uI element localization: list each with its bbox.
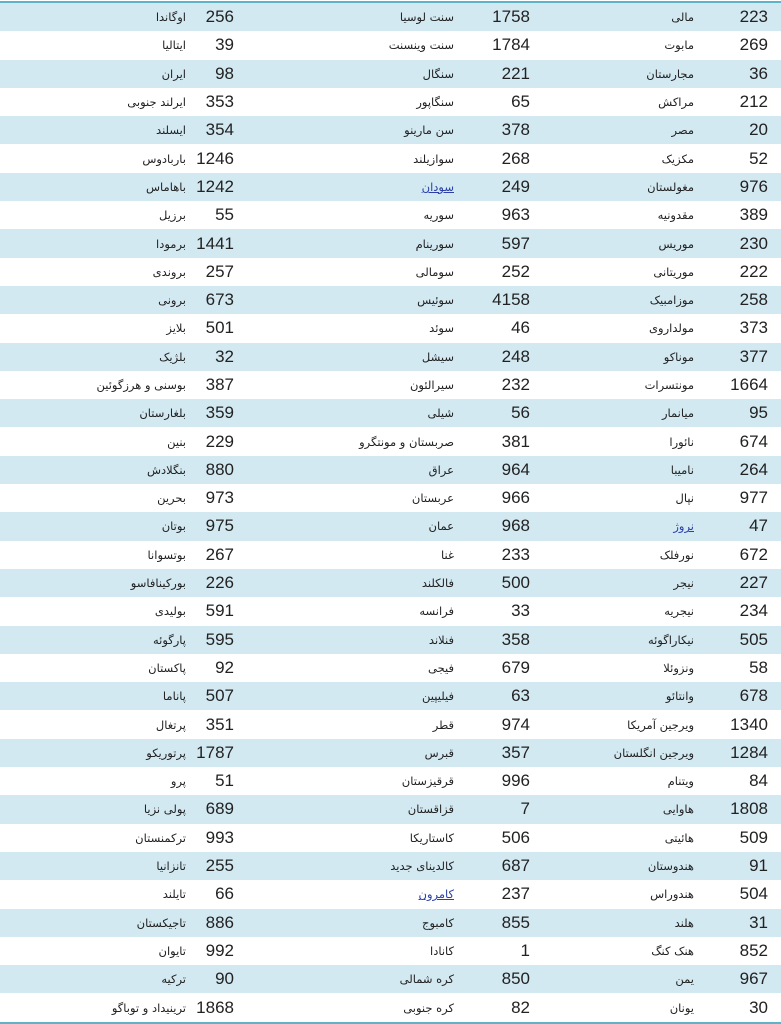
country-code: 91: [749, 856, 768, 876]
country-code: 964: [501, 459, 530, 479]
country-code: 90: [215, 969, 234, 989]
table-row: [0, 654, 781, 682]
country-name: بنین: [167, 434, 186, 449]
country-code: 591: [205, 601, 234, 621]
country-name: پرتغال: [155, 717, 186, 732]
country-code: 82: [511, 997, 530, 1017]
country-name: ویتنام: [667, 774, 694, 789]
country-name: تاجیکستان: [136, 915, 186, 930]
country-code: 7: [520, 799, 530, 819]
country-code: 223: [739, 7, 768, 27]
country-code: 66: [215, 884, 234, 904]
country-code: 855: [501, 912, 530, 932]
country-name: قطر: [432, 717, 454, 732]
country-code: 996: [501, 771, 530, 791]
country-name: سنت وینسنت: [388, 38, 454, 53]
country-name: مالی: [671, 10, 694, 25]
country-name: موریس: [658, 236, 694, 251]
country-code: 1: [520, 940, 530, 960]
table-row: [0, 399, 781, 427]
country-name: کره جنوبی: [403, 1000, 454, 1015]
country-name: بولیدی: [154, 604, 186, 619]
country-name: نیجریه: [664, 604, 694, 619]
country-code: 221: [501, 63, 530, 83]
country-code: 20: [749, 120, 768, 140]
table-row: [0, 626, 781, 654]
country-name: فرانسه: [419, 604, 454, 619]
country-name: بلژیک: [159, 349, 186, 364]
country-code: 1868: [196, 997, 234, 1017]
country-name: سورینام: [415, 236, 454, 251]
country-code: 506: [501, 827, 530, 847]
table-row: [0, 31, 781, 59]
country-name: هندوراس: [650, 887, 694, 902]
country-code: 359: [205, 403, 234, 423]
country-code: 850: [501, 969, 530, 989]
country-name: بوتان: [161, 519, 186, 534]
country-code: 212: [739, 92, 768, 112]
table-row: [0, 258, 781, 286]
country-name: سن مارینو: [404, 123, 454, 138]
country-code: 377: [739, 346, 768, 366]
country-code: 673: [205, 290, 234, 310]
country-name: ترینیداد و توباگو: [111, 1000, 186, 1015]
table-row: [0, 710, 781, 738]
country-name: قرقیزستان: [401, 774, 454, 789]
country-name: ونزوئلا: [663, 660, 694, 675]
country-name: قزاقستان: [407, 802, 454, 817]
country-name: سیرالئون: [409, 378, 454, 392]
country-code: 227: [739, 573, 768, 593]
country-code: 373: [739, 318, 768, 338]
country-name: نیجر: [673, 576, 694, 591]
country-name: وانتائو: [665, 689, 694, 704]
country-name: کامبوج: [422, 915, 454, 930]
country-code: 687: [501, 856, 530, 876]
country-code: 233: [501, 544, 530, 564]
table-row: [0, 371, 781, 399]
country-code: 358: [501, 629, 530, 649]
country-name: موریتانی: [653, 264, 694, 279]
country-name: سوئیس: [417, 293, 454, 308]
country-code: 4158: [492, 290, 530, 310]
country-name: شیلی: [427, 406, 454, 421]
country-name: سنگاپور: [416, 95, 454, 110]
country-code: 501: [205, 318, 234, 338]
country-name: سنت لوسیا: [399, 10, 454, 25]
country-name: هنک کنگ: [651, 943, 694, 958]
country-code: 269: [739, 35, 768, 55]
country-name: مغولستان: [647, 179, 694, 194]
table-row: [0, 682, 781, 710]
country-code: 264: [739, 459, 768, 479]
country-name: صربستان و مونتگرو: [359, 434, 454, 449]
country-name: نورفلک: [659, 547, 694, 562]
table-row: [0, 456, 781, 484]
country-code: 65: [511, 92, 530, 112]
country-code: 968: [501, 516, 530, 536]
country-code: 597: [501, 233, 530, 253]
country-name: بروندی: [152, 264, 186, 279]
country-code: 98: [215, 63, 234, 83]
country-code: 33: [511, 601, 530, 621]
country-code: 92: [215, 657, 234, 677]
country-code: 381: [501, 431, 530, 451]
country-name: سوریه: [423, 208, 454, 223]
country-code: 30: [749, 997, 768, 1017]
country-code: 268: [501, 148, 530, 168]
country-code: 84: [749, 771, 768, 791]
table-row: [0, 541, 781, 569]
country-code: 95: [749, 403, 768, 423]
table-row: [0, 965, 781, 993]
country-name: پرتوریکو: [146, 745, 186, 760]
country-name: سوئد: [429, 321, 454, 336]
country-name: فنلاند: [428, 632, 454, 647]
country-code: 353: [205, 92, 234, 112]
country-code: 229: [205, 431, 234, 451]
country-name: اوگاندا: [155, 10, 186, 25]
country-code: 257: [205, 261, 234, 281]
country-code: 976: [739, 176, 768, 196]
country-code: 387: [205, 375, 234, 394]
country-code: 46: [511, 318, 530, 338]
country-code: 852: [739, 940, 768, 960]
country-code: 973: [205, 488, 234, 508]
country-code: 1242: [196, 176, 234, 196]
country-code: 39: [215, 35, 234, 55]
table-row: [0, 343, 781, 371]
country-name: کانادا: [430, 943, 454, 958]
country-name: بلایز: [166, 321, 186, 336]
table-row: [0, 597, 781, 625]
country-name: عمان: [428, 519, 454, 534]
country-name: عربستان: [411, 491, 454, 506]
country-code: 55: [215, 205, 234, 225]
country-name: سیشل: [421, 349, 454, 364]
country-code: 886: [205, 912, 234, 932]
country-name: بنگلادش: [146, 462, 186, 477]
country-code: 267: [205, 544, 234, 564]
country-code: 378: [501, 120, 530, 140]
country-name: سنگال: [422, 66, 454, 81]
table-row: [0, 795, 781, 823]
table-row: [0, 286, 781, 314]
country-name: نیکاراگوئه: [647, 632, 694, 647]
country-code: 1340: [730, 714, 768, 734]
country-name: بورکینافاسو: [130, 576, 186, 591]
country-name: تایوان: [158, 943, 186, 958]
country-code: 509: [739, 827, 768, 847]
country-name: نپال: [675, 491, 694, 506]
country-code: 967: [739, 969, 768, 989]
country-name: مصر: [671, 123, 694, 138]
country-code: 500: [501, 573, 530, 593]
country-name: نامیبا: [670, 462, 694, 477]
table-row: [0, 569, 781, 597]
country-name: بوسنی و هرزگوئین: [96, 378, 186, 392]
table-row: [0, 880, 781, 908]
country-code: 672: [739, 544, 768, 564]
country-code: 51: [215, 771, 234, 791]
country-name: فالکلند: [421, 576, 454, 591]
country-name: کره شمالی: [399, 972, 454, 987]
country-code: 689: [205, 799, 234, 819]
country-name: فیجی: [428, 660, 454, 675]
table-row: [0, 767, 781, 795]
table-row: [0, 824, 781, 852]
country-code: 507: [205, 686, 234, 706]
country-name: کاستاریکا: [409, 830, 454, 845]
country-link[interactable]: نروژ: [673, 519, 694, 534]
country-code: 963: [501, 205, 530, 225]
country-code: 255: [205, 856, 234, 876]
country-code: 222: [739, 261, 768, 281]
table-row: [0, 229, 781, 257]
country-code: 56: [511, 403, 530, 423]
country-code: 237: [501, 884, 530, 904]
country-name: قبرس: [424, 745, 454, 760]
country-code: 505: [739, 629, 768, 649]
table-row: [0, 993, 781, 1021]
country-name: فیلیپین: [422, 689, 454, 704]
country-name: باربادوس: [142, 151, 186, 166]
table-row: [0, 937, 781, 965]
country-name: عراق: [428, 462, 454, 477]
country-code: 1758: [492, 7, 530, 27]
country-code-table: [0, 1, 781, 1024]
country-name: ایتالیا: [162, 38, 186, 53]
country-name: هائیتی: [664, 830, 694, 845]
country-code: 354: [205, 120, 234, 140]
table-row: [0, 116, 781, 144]
country-name: برونی: [158, 293, 186, 308]
country-name: مونتسرات: [644, 378, 694, 392]
country-code: 357: [501, 742, 530, 762]
country-code: 52: [749, 148, 768, 168]
table-row: [0, 852, 781, 880]
country-name: کالدینای جدید: [390, 859, 454, 874]
table-row: [0, 88, 781, 116]
country-code: 31: [749, 912, 768, 932]
country-name: ترکمنستان: [135, 830, 186, 845]
country-name: سوازیلند: [413, 151, 454, 166]
country-name: بحرین: [157, 491, 186, 506]
country-code: 1808: [730, 799, 768, 819]
country-name: غنا: [441, 547, 454, 562]
country-name: هندوستان: [647, 859, 694, 874]
country-name: پولی نزیا: [143, 802, 186, 817]
table-row: [0, 739, 781, 767]
country-code: 1784: [492, 35, 530, 55]
country-name: برمودا: [156, 236, 186, 251]
country-code: 226: [205, 573, 234, 593]
table-row: [0, 3, 781, 31]
country-code: 992: [205, 940, 234, 960]
country-name: مولداروی: [649, 321, 694, 336]
table-row: [0, 314, 781, 342]
country-code: 63: [511, 686, 530, 706]
table-row: [0, 173, 781, 201]
country-link[interactable]: کامرون: [418, 887, 454, 902]
country-code: 256: [205, 7, 234, 27]
country-code: 248: [501, 346, 530, 366]
country-name: یمن: [675, 972, 694, 987]
table-row: [0, 484, 781, 512]
table-row: [0, 909, 781, 937]
country-code: 258: [739, 290, 768, 310]
country-code: 234: [739, 601, 768, 621]
country-code: 674: [739, 431, 768, 451]
country-code: 880: [205, 459, 234, 479]
country-name: بوتسوانا: [147, 547, 186, 562]
country-name: مکزیک: [661, 151, 694, 166]
country-code: 1246: [196, 148, 234, 168]
country-code: 504: [739, 884, 768, 904]
country-name: مابوت: [664, 38, 694, 53]
country-name: موزامبیک: [649, 293, 694, 308]
country-name: پاناما: [162, 689, 186, 704]
country-code: 993: [205, 827, 234, 847]
country-name: ویرجین انگلستان: [613, 745, 694, 760]
country-code: 252: [501, 261, 530, 281]
country-name: بلغارستان: [139, 406, 186, 421]
country-code: 1284: [730, 742, 768, 762]
country-name: هاوایی: [662, 802, 694, 817]
country-name: پاکستان: [148, 660, 186, 675]
country-code: 36: [749, 63, 768, 83]
table-row: [0, 427, 781, 455]
table-row: [0, 512, 781, 540]
country-code: 974: [501, 714, 530, 734]
country-name: تانزانیا: [156, 859, 186, 874]
country-name: مجارستان: [646, 66, 694, 81]
country-name: پرو: [170, 774, 186, 789]
country-code: 58: [749, 657, 768, 677]
country-name: ترکیه: [161, 972, 186, 987]
country-name: نائورا: [669, 434, 694, 449]
country-name: موناکو: [663, 349, 694, 364]
table-row: [0, 201, 781, 229]
country-code: 966: [501, 488, 530, 508]
country-code: 32: [215, 346, 234, 366]
country-name: ایسلند: [156, 123, 186, 138]
country-name: سومالی: [415, 264, 454, 279]
country-name: یونان: [669, 1000, 694, 1015]
country-code: 47: [749, 516, 768, 536]
country-code: 389: [739, 205, 768, 225]
country-name: مقدونیه: [657, 208, 694, 223]
country-name: مراکش: [658, 95, 694, 110]
country-code: 351: [205, 714, 234, 734]
table-row: [0, 144, 781, 172]
country-code: 230: [739, 233, 768, 253]
country-code: 232: [501, 375, 530, 394]
country-name: ایرلند جنوبی: [127, 95, 186, 110]
country-name: پارگوئه: [152, 632, 186, 647]
country-code: 678: [739, 686, 768, 706]
country-name: برزیل: [158, 208, 186, 223]
country-name: ایران: [161, 66, 186, 81]
country-code: 595: [205, 629, 234, 649]
table-row: [0, 60, 781, 88]
country-code: 679: [501, 657, 530, 677]
country-name: هلند: [674, 915, 694, 930]
country-code: 975: [205, 516, 234, 536]
country-link[interactable]: سودان: [421, 179, 454, 194]
country-code: 977: [739, 488, 768, 508]
country-code: 1787: [196, 742, 234, 762]
country-name: باهاماس: [146, 179, 186, 194]
country-code: 249: [501, 176, 530, 196]
country-code: 1441: [196, 233, 234, 253]
country-name: تایلند: [162, 887, 186, 902]
country-name: ویرجین آمریکا: [627, 717, 694, 732]
country-code: 1664: [730, 375, 768, 394]
country-name: میانمار: [661, 406, 694, 421]
